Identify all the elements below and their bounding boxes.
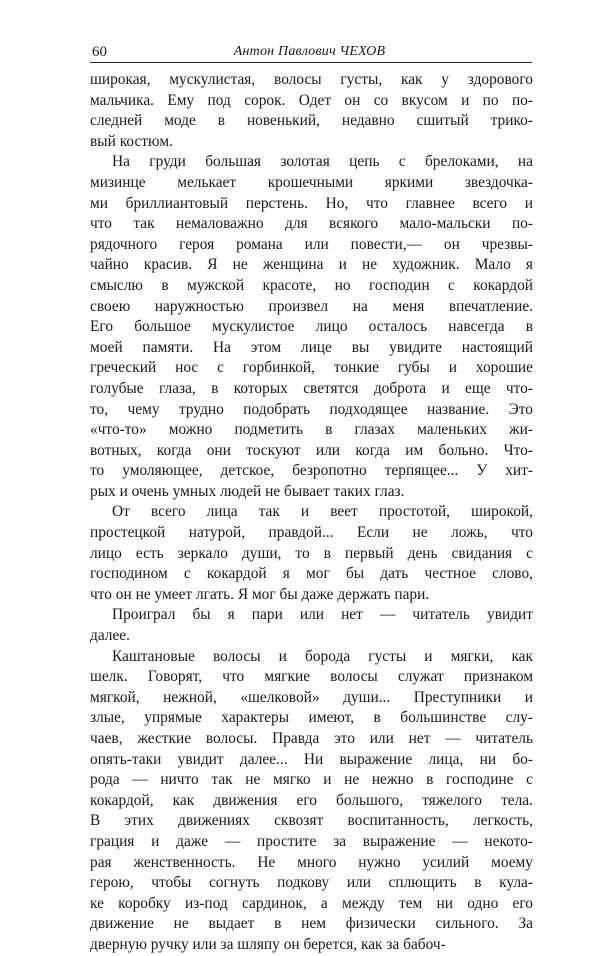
body-text <box>90 70 533 956</box>
text-line: смыслю в мужской красоте, но господин с кокардой <box>90 276 533 294</box>
text-line: вотных, когда они тоскуют или когда им больно. Что- <box>90 441 533 459</box>
text-line: вый костюм. <box>90 132 173 150</box>
text-line: мягкой, нежной, «шелковой» души... Преступники и <box>90 688 533 706</box>
text-line: голубые глаза, в которых светятся доброта и еще что- <box>90 379 533 397</box>
text-line: рая женственность. Не много нужно усилий моему <box>90 853 533 871</box>
text-line: широкая, мускулистая, волосы густы, как у здорового <box>90 71 533 88</box>
text-line: то, чему трудно подобрать подходящее название. Это <box>90 400 533 418</box>
text-line: далее. <box>90 627 130 645</box>
text-line: грация и даже — простите за выражение — некото- <box>90 832 533 850</box>
text-line: мальчика. Ему под сорок. Одет он со вкусом и по по- <box>90 91 533 109</box>
text-line: рода — ничто так не мягко и не нежно в господине с <box>90 771 533 789</box>
text-line: что так немаловажно для всякого мало-мальски по- <box>90 215 533 233</box>
text-line: кокардой, как движения его большого, тяжелого тела. <box>90 791 533 809</box>
text-line: Его большое мускулистое лицо осталось навсегда в <box>90 318 533 336</box>
text-line: ми бриллиантовый перстень. Но, что главнее всего и <box>90 194 533 212</box>
text-line: рядочного героя романа или повести,— он чрезвы- <box>90 235 533 253</box>
page-header <box>90 40 532 63</box>
paragraph <box>90 605 533 646</box>
running-head: Антон Павлович ЧЕХОВ <box>233 44 386 59</box>
text-line: греческий нос с горбинкой, тонкие губы и хорошие <box>90 359 533 377</box>
text-line: Каштановые волосы и борода густы и мягки, как <box>112 647 533 665</box>
text-line: От всего лица так и веет простотой, широкой, <box>112 503 533 521</box>
text-line: опять-таки увидит далее... Ни выражение лица, ни бо- <box>90 750 533 768</box>
text-line: господином с кокардой я мог бы дать честное слово, <box>90 565 533 583</box>
text-line: что он не умеет лгать. Я мог бы даже держать пари. <box>90 585 430 603</box>
paragraph <box>90 647 533 956</box>
text-line: чаев, жесткие волосы. Правда это или нет — читатель <box>90 730 533 747</box>
text-line: моей памяти. На этом лице вы увидите настоящий <box>90 338 533 356</box>
text-line: злые, упрямые характеры имеют, в большинстве слу- <box>90 709 533 727</box>
text-line: На груди большая золотая цепь с брелоками, на <box>112 153 533 171</box>
text-line: мизинце мелькает крошечными яркими звездочка- <box>90 173 533 191</box>
text-line: лицо есть зеркало души, то в первый день свидания с <box>90 544 533 562</box>
text-line: дверную ручку или за шляпу он берется, как за бабоч- <box>90 935 446 953</box>
text-line: следней моде в новенький, недавно сшитый трико- <box>90 112 533 130</box>
text-line: простецкой натурой, правдой... Если не ложь, что <box>90 524 533 542</box>
text-line: движение не выдает в нем физически сильного. За <box>90 915 533 933</box>
text-line: В этих движениях сквозят воспитанность, легкость, <box>90 812 533 830</box>
paragraph <box>90 502 533 605</box>
paragraph <box>90 152 533 502</box>
text-line: своею наружностью произвел на меня впечатление. <box>90 297 533 315</box>
text-line: герою, чтобы согнуть подкову или сплющить в кула- <box>90 874 533 892</box>
text-line: рых и очень умных людей не бывает таких глаз. <box>90 482 405 500</box>
text-line: шелк. Говорят, что мягкие волосы служат признаком <box>90 668 533 686</box>
text-line: то умоляющее, детское, безропотно терпящее... У хит- <box>90 462 533 480</box>
text-line: Проиграл бы я пари или нет — читатель увидит <box>112 606 533 624</box>
page-number: 60 <box>92 44 107 60</box>
text-line: чайно красив. Я не женщина и не художник. Мало я <box>90 256 533 274</box>
paragraph <box>90 70 533 152</box>
text-line: ке коробку из-под сардинок, а между тем ни одно его <box>90 894 533 912</box>
text-line: «что-то» можно подметить в глазах маленьких жи- <box>90 421 533 439</box>
